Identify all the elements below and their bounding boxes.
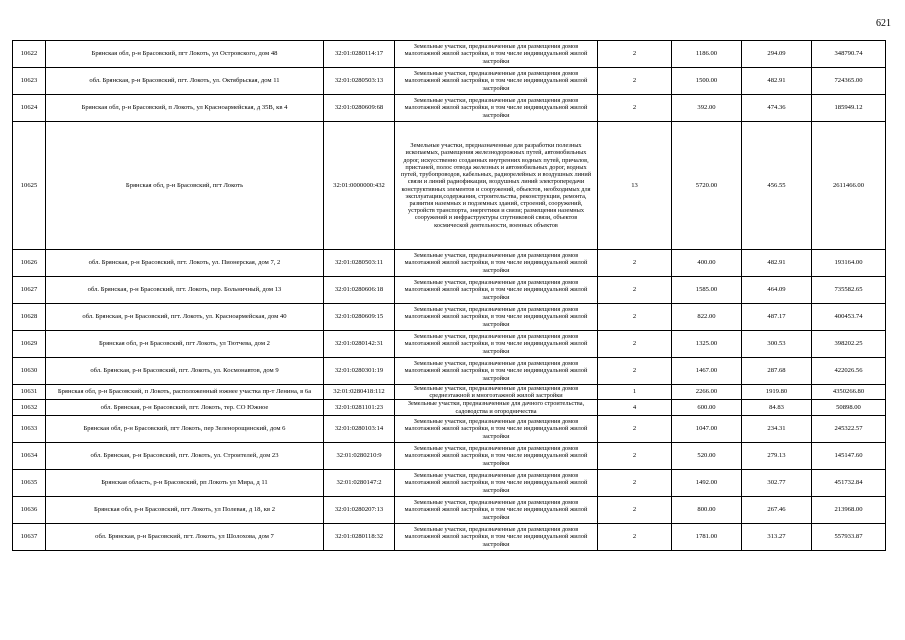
cadastral-number-cell: 32:01:0280301:19: [324, 358, 395, 385]
table-row: [13, 304, 886, 331]
address-cell: обл. Брянская, р-н Брасовский, пгт. Локоть, ул. Октябрьская, дом 11: [46, 68, 324, 95]
area-cell: 1585.00: [672, 277, 742, 304]
cadastral-value-cell: 400453.74: [812, 304, 886, 331]
group-code-cell: 2: [598, 358, 672, 385]
specific-value-cell: 456.55: [742, 122, 812, 250]
cadastral-number-cell: 32:01:0280103:14: [324, 415, 395, 442]
land-use-cell: Земельные участки, предназначенные для размещения домов малоэтажной жилой застройки, в том числе индивидуальной жилой застройки: [395, 41, 598, 68]
address-cell: обл. Брянская, р-н Брасовский, пгт. Локоть, пер. Больничный, дом 13: [46, 277, 324, 304]
area-cell: 822.00: [672, 304, 742, 331]
cadastral-number-cell: 32:01:0280210:9: [324, 442, 395, 469]
table-row: [13, 331, 886, 358]
record-id-cell: 10622: [13, 41, 46, 68]
area-cell: 1781.00: [672, 523, 742, 550]
area-cell: 400.00: [672, 250, 742, 277]
page-number: 621: [876, 18, 891, 29]
cadastral-number-cell: 32:01:0280142:31: [324, 331, 395, 358]
record-id-cell: 10629: [13, 331, 46, 358]
land-use-cell: Земельные участки, предназначенные для размещения домов малоэтажной жилой застройки, в том числе индивидуальной жилой застройки: [395, 523, 598, 550]
specific-value-cell: 234.31: [742, 415, 812, 442]
address-cell: обл. Брянская, р-н Брасовский, пгт. Локоть, ул. Строителей, дом 23: [46, 442, 324, 469]
area-cell: 392.00: [672, 95, 742, 122]
land-use-cell: Земельные участки, предназначенные для размещения домов малоэтажной жилой застройки, в том числе индивидуальной жилой застройки: [395, 250, 598, 277]
address-cell: обл. Брянская, р-н Брасовский, пгт. Локоть, тер. СО Южное: [46, 400, 324, 415]
cadastral-value-cell: 2611466.00: [812, 122, 886, 250]
table-row: [13, 469, 886, 496]
cadastral-value-cell: 213968.00: [812, 496, 886, 523]
land-use-cell: Земельные участки, предназначенные для размещения домов малоэтажной жилой застройки, в том числе индивидуальной жилой застройки: [395, 331, 598, 358]
cadastral-value-cell: 245322.57: [812, 415, 886, 442]
specific-value-cell: 464.09: [742, 277, 812, 304]
land-use-cell: Земельные участки, предназначенные для размещения домов малоэтажной жилой застройки, в том числе индивидуальной жилой застройки: [395, 415, 598, 442]
area-cell: 800.00: [672, 496, 742, 523]
group-code-cell: 2: [598, 68, 672, 95]
address-cell: Брянская обл, р-н Брасовский, пгт Локоть, ул Островского, дом 48: [46, 41, 324, 68]
land-use-cell: Земельные участки, предназначенные для размещения домов малоэтажной жилой застройки, в том числе индивидуальной жилой застройки: [395, 442, 598, 469]
address-cell: обл. Брянская, р-н Брасовский, пгт. Локоть, ул. Космонавтов, дом 9: [46, 358, 324, 385]
cadastral-value-cell: 724365.00: [812, 68, 886, 95]
specific-value-cell: 487.17: [742, 304, 812, 331]
land-use-cell: Земельные участки, предназначенные для размещения домов малоэтажной жилой застройки, в том числе индивидуальной жилой застройки: [395, 95, 598, 122]
address-cell: Брянская обл, р-н Брасовский, п Локоть, ул Красноармейская, д 35В, кв 4: [46, 95, 324, 122]
cadastral-value-cell: 193164.00: [812, 250, 886, 277]
land-use-cell: Земельные участки, предназначенные для размещения домов малоэтажной жилой застройки, в том числе индивидуальной жилой застройки: [395, 496, 598, 523]
group-code-cell: 2: [598, 415, 672, 442]
specific-value-cell: 287.68: [742, 358, 812, 385]
cadastral-value-cell: 735582.65: [812, 277, 886, 304]
specific-value-cell: 474.36: [742, 95, 812, 122]
record-id-cell: 10630: [13, 358, 46, 385]
group-code-cell: 2: [598, 469, 672, 496]
cadastral-value-cell: 50898.00: [812, 400, 886, 415]
record-id-cell: 10637: [13, 523, 46, 550]
group-code-cell: 2: [598, 95, 672, 122]
record-id-cell: 10632: [13, 400, 46, 415]
cadastral-value-cell: 145147.60: [812, 442, 886, 469]
specific-value-cell: 302.77: [742, 469, 812, 496]
land-use-cell: Земельные участки, предназначенные для размещения домов малоэтажной жилой застройки, в том числе индивидуальной жилой застройки: [395, 358, 598, 385]
specific-value-cell: 279.13: [742, 442, 812, 469]
cadastral-value-cell: 422026.56: [812, 358, 886, 385]
cadastral-value-cell: 4350266.80: [812, 385, 886, 400]
address-cell: Брянская обл, р-н Брасовский, пгт Локоть, ул Полевая, д 18, кв 2: [46, 496, 324, 523]
group-code-cell: 2: [598, 277, 672, 304]
table-row: [13, 358, 886, 385]
table-row: [13, 250, 886, 277]
address-cell: обл. Брянская, р-н Брасовский, пгт. Локоть, ул. Пионерская, дом 7, 2: [46, 250, 324, 277]
address-cell: Брянская обл, р-н Брасовский, пгт Локоть: [46, 122, 324, 250]
cadastral-number-cell: 32:01:0280606:18: [324, 277, 395, 304]
address-cell: Брянская область, р-н Брасовский, рп Локоть ул Мира, д 11: [46, 469, 324, 496]
table-row: [13, 41, 886, 68]
record-id-cell: 10635: [13, 469, 46, 496]
record-id-cell: 10636: [13, 496, 46, 523]
land-use-cell: Земельные участки, предназначенные для дачного строительства, садоводства и огородничества: [395, 400, 598, 415]
group-code-cell: 2: [598, 442, 672, 469]
land-use-cell: Земельные участки, предназначенные для размещения домов малоэтажной жилой застройки, в том числе индивидуальной жилой застройки: [395, 469, 598, 496]
cadastral-number-cell: 32:01:0280609:15: [324, 304, 395, 331]
table-row: [13, 496, 886, 523]
cadastral-number-cell: 32:01:0280503:13: [324, 68, 395, 95]
cadastral-number-cell: 32:01:0280503:11: [324, 250, 395, 277]
group-code-cell: 1: [598, 385, 672, 400]
cadastral-number-cell: 32:01:0280118:32: [324, 523, 395, 550]
table-row: [13, 415, 886, 442]
record-id-cell: 10626: [13, 250, 46, 277]
cadastral-value-cell: 451732.84: [812, 469, 886, 496]
record-id-cell: 10628: [13, 304, 46, 331]
cadastral-number-cell: 32:01:0280418:112: [324, 385, 395, 400]
cadastral-number-cell: 32:01:0280147:2: [324, 469, 395, 496]
land-registry-body: [13, 41, 886, 551]
cadastral-value-cell: 398202.25: [812, 331, 886, 358]
record-id-cell: 10625: [13, 122, 46, 250]
cadastral-number-cell: 32:01:0280609:68: [324, 95, 395, 122]
land-registry-table: [12, 40, 886, 551]
group-code-cell: 2: [598, 496, 672, 523]
address-cell: Брянская обл, р-н Брасовский, п Локоть, расположенный южнее участка пр-т Ленина, в 6а: [46, 385, 324, 400]
specific-value-cell: 313.27: [742, 523, 812, 550]
specific-value-cell: 84.83: [742, 400, 812, 415]
group-code-cell: 2: [598, 304, 672, 331]
land-use-cell: Земельные участки, предназначенные для размещения домов среднеэтажной и многоэтажной жилой застройки: [395, 385, 598, 400]
specific-value-cell: 482.91: [742, 250, 812, 277]
area-cell: 1047.00: [672, 415, 742, 442]
area-cell: 520.00: [672, 442, 742, 469]
land-use-cell: Земельные участки, предназначенные для размещения домов малоэтажной жилой застройки, в том числе индивидуальной жилой застройки: [395, 68, 598, 95]
table-row: [13, 95, 886, 122]
specific-value-cell: 482.91: [742, 68, 812, 95]
record-id-cell: 10624: [13, 95, 46, 122]
group-code-cell: 2: [598, 250, 672, 277]
specific-value-cell: 1919.80: [742, 385, 812, 400]
area-cell: 1325.00: [672, 331, 742, 358]
group-code-cell: 2: [598, 523, 672, 550]
table-row: [13, 523, 886, 550]
group-code-cell: 2: [598, 331, 672, 358]
cadastral-number-cell: 32:01:0281101:23: [324, 400, 395, 415]
land-use-cell: Земельные участки, предназначенные для размещения домов малоэтажной жилой застройки, в том числе индивидуальной жилой застройки: [395, 277, 598, 304]
group-code-cell: 2: [598, 41, 672, 68]
area-cell: 1467.00: [672, 358, 742, 385]
cadastral-value-cell: 185949.12: [812, 95, 886, 122]
address-cell: обл. Брянская, р-н Брасовский, пгт. Локоть, ул. Красноармейская, дом 40: [46, 304, 324, 331]
group-code-cell: 4: [598, 400, 672, 415]
table-row: [13, 122, 886, 250]
record-id-cell: 10623: [13, 68, 46, 95]
record-id-cell: 10627: [13, 277, 46, 304]
address-cell: Брянская обл, р-н Брасовский, пгт Локоть, пер Зеленорощинский, дом 6: [46, 415, 324, 442]
area-cell: 1492.00: [672, 469, 742, 496]
area-cell: 1186.00: [672, 41, 742, 68]
cadastral-number-cell: 32:01:0000000:432: [324, 122, 395, 250]
table-row: [13, 277, 886, 304]
record-id-cell: 10633: [13, 415, 46, 442]
address-cell: Брянская обл, р-н Брасовский, пгт Локоть, ул Тютчева, дом 2: [46, 331, 324, 358]
land-use-cell: Земельные участки, предназначенные для разработки полезных ископаемых, размещения железнодорожных путей, автомобильных дорог, искусственно созданных внутренних водных путей, причалов, пристаней, полос отвода железных и автомобильных дорог, водных путей, трубопроводов, кабельных, радиорелейных и воздушных линий связи и линий радиофикации, воздушных линий электропередачи конструктивных элементов и сооружений, объектов, необходимых для эксплуатации,содержания, строительства, реконструкции, ремонта, развития наземных и подземных зданий, строений, сооружений, устройств транспорта, энергетики и связи; размещения наземных сооружений и инфраструктуры спутниковой связи, объектов космической деятельности, военных объектов: [395, 122, 598, 250]
group-code-cell: 13: [598, 122, 672, 250]
specific-value-cell: 294.09: [742, 41, 812, 68]
table-row: [13, 385, 886, 400]
record-id-cell: 10631: [13, 385, 46, 400]
area-cell: 1500.00: [672, 68, 742, 95]
specific-value-cell: 267.46: [742, 496, 812, 523]
area-cell: 2266.00: [672, 385, 742, 400]
table-row: [13, 68, 886, 95]
record-id-cell: 10634: [13, 442, 46, 469]
cadastral-value-cell: 557933.87: [812, 523, 886, 550]
cadastral-number-cell: 32:01:0280114:17: [324, 41, 395, 68]
specific-value-cell: 300.53: [742, 331, 812, 358]
area-cell: 600.00: [672, 400, 742, 415]
cadastral-number-cell: 32:01:0280207:13: [324, 496, 395, 523]
table-row: [13, 400, 886, 415]
address-cell: обл. Брянская, р-н Брасовский, пгт. Локоть, ул Шолохова, дом 7: [46, 523, 324, 550]
cadastral-value-cell: 348790.74: [812, 41, 886, 68]
land-use-cell: Земельные участки, предназначенные для размещения домов малоэтажной жилой застройки, в том числе индивидуальной жилой застройки: [395, 304, 598, 331]
area-cell: 5720.00: [672, 122, 742, 250]
table-row: [13, 442, 886, 469]
